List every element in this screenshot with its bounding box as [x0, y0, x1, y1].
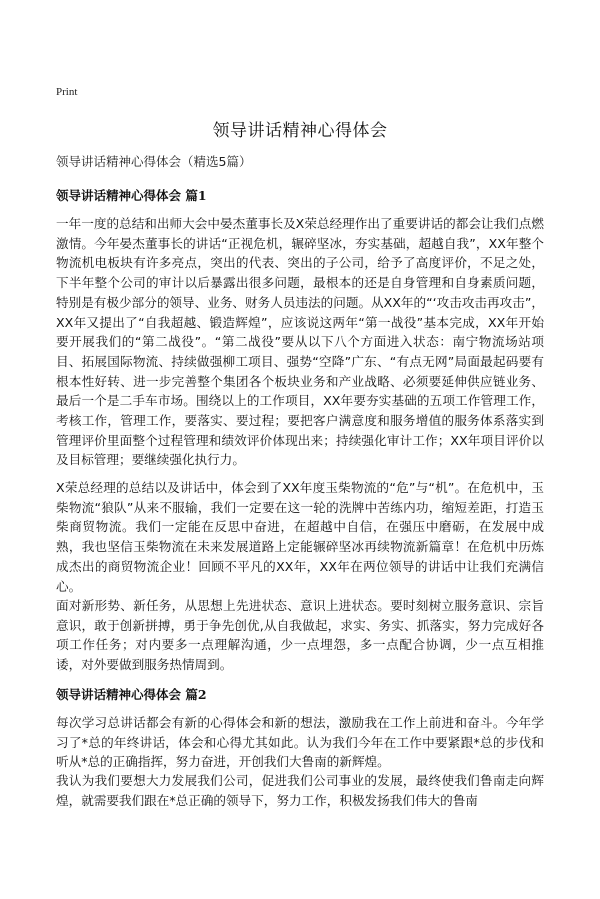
document-subtitle: 领导讲话精神心得体会（精选5篇）	[56, 154, 252, 169]
page-title: 领导讲话精神心得体会	[212, 121, 388, 141]
section-heading-1: 领导讲话精神心得体会 篇1	[56, 188, 207, 203]
section-1-paragraph-3: 面对新形势、新任务，从思想上先进状态、意识上进状态。要时刻树立服务意识、宗旨意识，敢于创新拼搏，勇于争先创优,从自我做起，求实、务实、抓落实，努力完成好各项工作任务；对内要多一点理解沟通，少一点埋怨，多一点配合协调，少一点互相推诿，对外要做到服务热情周到。	[56, 598, 544, 673]
section-2-paragraph-2: 我认为我们要想大力发展我们公司，促进我们公司事业的发展，最终使我们鲁南走向辉煌，就需要我们跟在*总正确的领导下，努力工作，积极发扬我们伟大的鲁南	[56, 773, 544, 808]
section-2-paragraph-1: 每次学习总讲话都会有新的心得体会和新的想法，激励我在工作上前进和奋斗。今年学习了*总的年终讲话，体会和心得尤其如此。认为我们今年在工作中要紧跟*总的步伐和听从*总的正确指挥，努力奋进，开创我们大鲁南的新辉煌。	[56, 715, 544, 770]
section-1-paragraph-1: 一年一度的总结和出师大会中晏杰董事长及X荣总经理作出了重要讲话的都会让我们点燃激情。今年晏杰董事长的讲话“正视危机，辗碎坚冰，夯实基础，超越自我”，XX年整个物流机电板块有许多亮点，突出的代表、突出的子公司，给予了高度评价，不足之处，下半年整个公司的审计以后暴露出很多问题，最根本的还是自身管理和自身素质问题，特别是有极少部分的领导、业务、财务人员违法的问题。从XX年的“‘攻击攻击再攻击”，XX年又提出了“自我超越、锻造辉煌”，应该说这两年“第一战役”基本完成，XX年开始要开展我们的“第二战役”。“第二战役”要从以下八个方面进入状态：南宁物流场站项目、拓展国际物流、持续做强柳工项目、强势“空降”广东、“有点无网”局面最起码要有根本性好转、进一步完善整个集团各个板块业务和产业战略、必须要延伸供应链业务、最后一个是二手车市场。围绕以上的工作项目，XX年要夯实基础的五项工作管理工作，考核工作，管理工作，要落实、要过程；要把客户满意度和服务增值的服务体系落实到管理评价里面整个过程管理和绩效评价体现出来；持续强化审计工作；XX年项目评价以及目标管理；要继续强化执行力。	[56, 216, 544, 468]
section-heading-2: 领导讲话精神心得体会 篇2	[56, 687, 207, 702]
section-1-paragraph-2: X荣总经理的总结以及讲话中，体会到了XX年度玉柴物流的“危”与“机”。在危机中，玉柴物流“狼队”从来不服输，我们一定要在这一轮的洗牌中苦练内功，缩短差距，打造玉柴商贸物流。我们一定能在反思中奋进，在超越中自信，在强压中磨砺，在发展中成熟，我也坚信玉柴物流在未来发展道路上定能辗碎坚冰再续物流新篇章！在危机中历炼成杰出的商贸物流企业！回顾不平凡的XX年，XX年在两位领导的讲话中让我们充满信心。	[56, 480, 544, 594]
print-label: Print	[56, 86, 78, 98]
